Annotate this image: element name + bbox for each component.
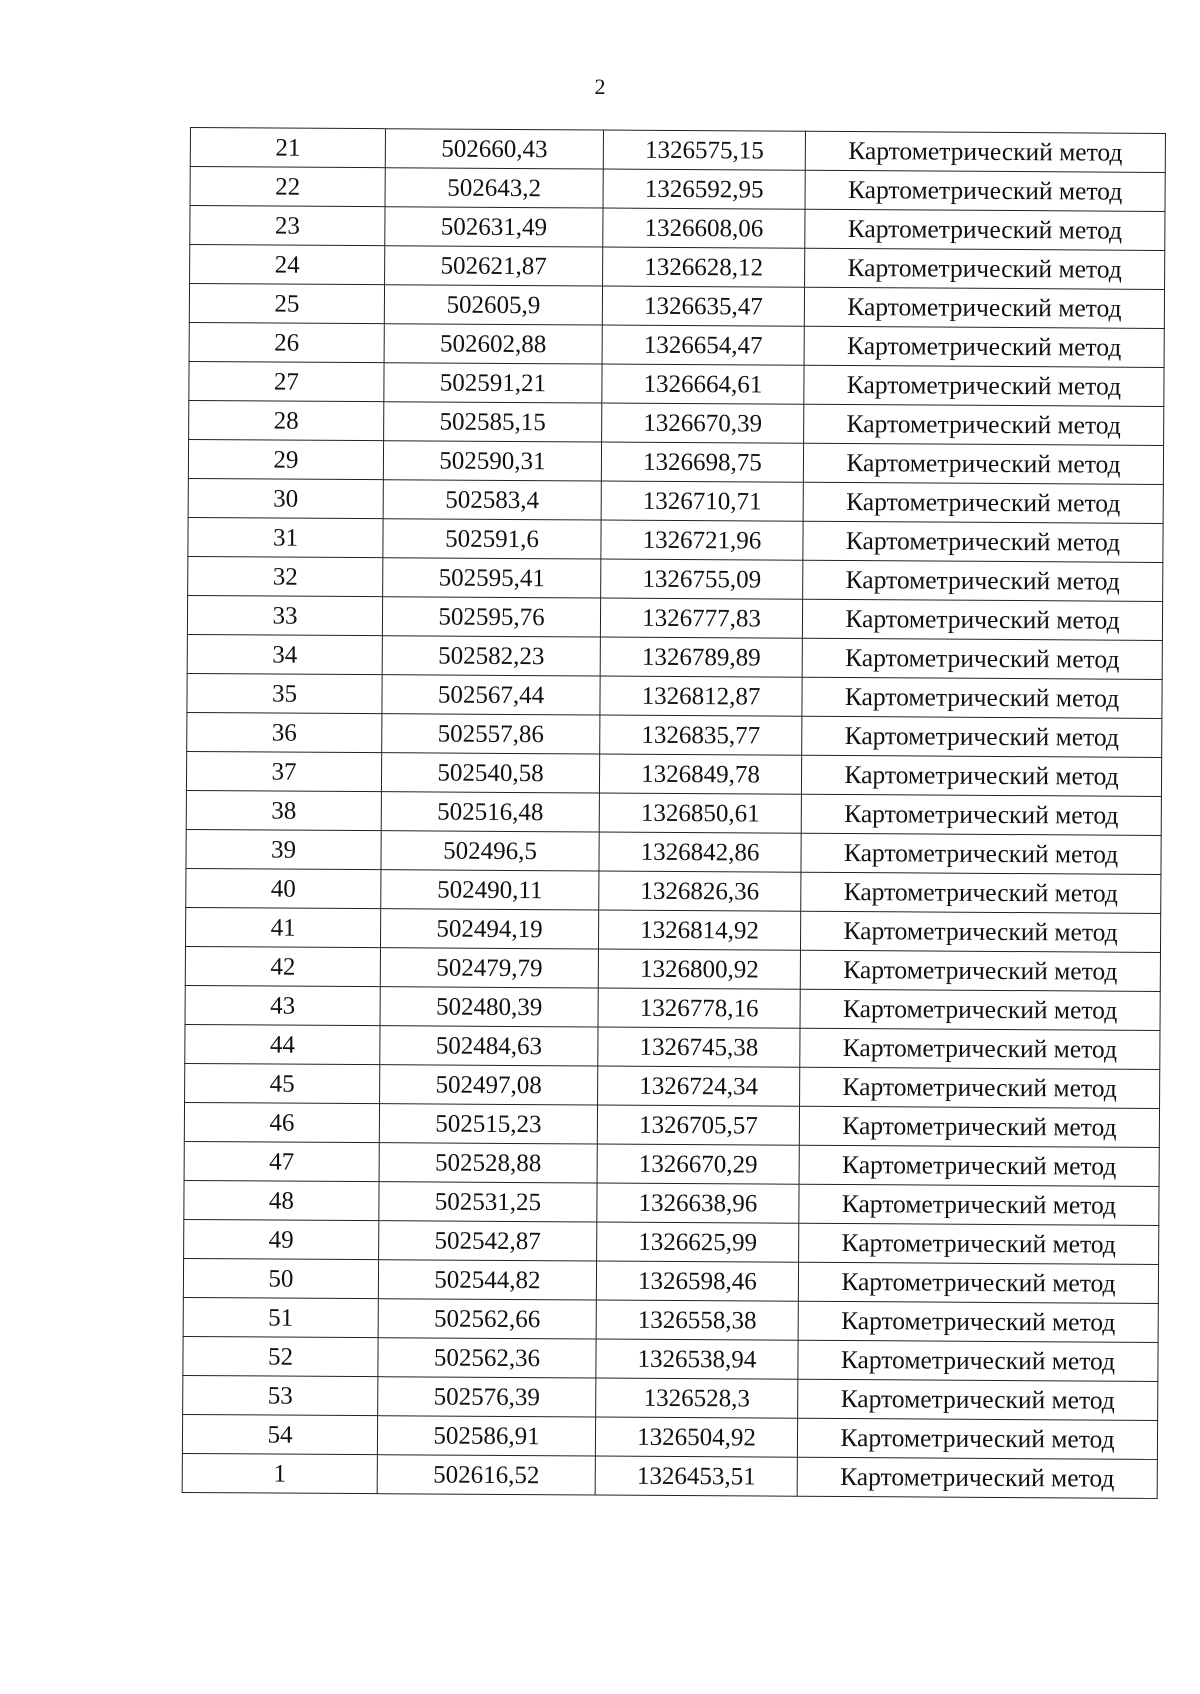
cell-method: Картометрический метод — [800, 911, 1160, 952]
table-row — [190, 206, 1165, 251]
cell-x-coordinate: 502494,19 — [380, 909, 598, 949]
cell-x-coordinate: 502516,48 — [381, 792, 599, 832]
cell-point-number: 23 — [190, 206, 385, 246]
coordinates-table-body — [182, 128, 1165, 1499]
cell-x-coordinate: 502595,76 — [382, 597, 600, 637]
cell-point-number: 53 — [183, 1375, 378, 1415]
cell-x-coordinate: 502531,25 — [379, 1182, 597, 1222]
cell-x-coordinate: 502582,23 — [382, 636, 600, 676]
cell-y-coordinate: 1326705,57 — [597, 1105, 799, 1145]
cell-point-number: 31 — [188, 517, 383, 557]
cell-point-number: 29 — [188, 439, 383, 479]
table-row — [187, 712, 1162, 757]
cell-y-coordinate: 1326670,29 — [597, 1144, 799, 1184]
cell-method: Картометрический метод — [798, 1340, 1158, 1381]
cell-y-coordinate: 1326745,38 — [598, 1027, 800, 1067]
cell-y-coordinate: 1326528,3 — [596, 1378, 798, 1418]
cell-method: Картометрический метод — [802, 599, 1162, 640]
table-row — [189, 284, 1164, 329]
cell-y-coordinate: 1326789,89 — [600, 637, 802, 677]
cell-x-coordinate: 502576,39 — [378, 1377, 596, 1417]
cell-method: Картометрический метод — [801, 833, 1161, 874]
cell-x-coordinate: 502562,36 — [378, 1338, 596, 1378]
cell-point-number: 50 — [183, 1258, 378, 1298]
cell-point-number: 21 — [190, 128, 385, 168]
cell-point-number: 45 — [185, 1063, 380, 1103]
cell-y-coordinate: 1326842,86 — [599, 832, 801, 872]
cell-method: Картометрический метод — [800, 989, 1160, 1030]
table-row — [190, 167, 1165, 212]
cell-y-coordinate: 1326814,92 — [598, 910, 800, 950]
cell-method: Картометрический метод — [797, 1457, 1157, 1498]
cell-method: Картометрический метод — [800, 1028, 1160, 1069]
cell-method: Картометрический метод — [805, 170, 1165, 211]
cell-x-coordinate: 502583,4 — [383, 480, 601, 520]
cell-x-coordinate: 502616,52 — [377, 1455, 595, 1495]
cell-x-coordinate: 502590,31 — [383, 441, 601, 481]
cell-point-number: 40 — [186, 868, 381, 908]
table-row — [187, 595, 1162, 640]
cell-method: Картометрический метод — [804, 404, 1164, 445]
cell-x-coordinate: 502540,58 — [381, 753, 599, 793]
cell-y-coordinate: 1326575,15 — [603, 130, 805, 170]
cell-point-number: 42 — [185, 946, 380, 986]
cell-y-coordinate: 1326849,78 — [599, 754, 801, 794]
cell-y-coordinate: 1326592,95 — [603, 169, 805, 209]
cell-y-coordinate: 1326628,12 — [603, 247, 805, 287]
cell-point-number: 37 — [186, 751, 381, 791]
cell-y-coordinate: 1326638,96 — [597, 1183, 799, 1223]
cell-y-coordinate: 1326698,75 — [601, 442, 803, 482]
cell-point-number: 41 — [185, 907, 380, 947]
table-row — [189, 400, 1164, 445]
table-row — [187, 634, 1162, 679]
cell-x-coordinate: 502479,79 — [380, 948, 598, 988]
table-row — [183, 1258, 1158, 1303]
cell-x-coordinate: 502631,49 — [385, 207, 603, 247]
coordinates-table — [182, 127, 1166, 1499]
table-row — [190, 128, 1165, 173]
table-row — [188, 517, 1163, 562]
cell-point-number: 34 — [187, 634, 382, 674]
cell-point-number: 49 — [184, 1219, 379, 1259]
table-row — [183, 1297, 1158, 1342]
page-number: 2 — [594, 74, 606, 99]
cell-point-number: 43 — [185, 985, 380, 1025]
cell-method: Картометрический метод — [802, 716, 1162, 757]
cell-y-coordinate: 1326724,34 — [598, 1066, 800, 1106]
cell-x-coordinate: 502562,66 — [378, 1299, 596, 1339]
cell-x-coordinate: 502567,44 — [382, 675, 600, 715]
cell-x-coordinate: 502621,87 — [385, 246, 603, 286]
cell-method: Картометрический метод — [802, 638, 1162, 679]
cell-y-coordinate: 1326664,61 — [602, 364, 804, 404]
cell-method: Картометрический метод — [805, 209, 1165, 250]
cell-x-coordinate: 502643,2 — [385, 168, 603, 208]
cell-method: Картометрический метод — [805, 131, 1165, 172]
cell-y-coordinate: 1326721,96 — [601, 520, 803, 560]
cell-method: Картометрический метод — [797, 1418, 1157, 1459]
cell-point-number: 54 — [182, 1414, 377, 1454]
cell-x-coordinate: 502595,41 — [383, 558, 601, 598]
cell-x-coordinate: 502542,87 — [379, 1221, 597, 1261]
cell-x-coordinate: 502515,23 — [379, 1104, 597, 1144]
cell-x-coordinate: 502557,86 — [382, 714, 600, 754]
cell-point-number: 22 — [190, 167, 385, 207]
cell-point-number: 38 — [186, 790, 381, 830]
cell-y-coordinate: 1326777,83 — [600, 598, 802, 638]
cell-method: Картометрический метод — [803, 560, 1163, 601]
cell-method: Картометрический метод — [804, 365, 1164, 406]
cell-point-number: 46 — [184, 1102, 379, 1142]
cell-method: Картометрический метод — [799, 1223, 1159, 1264]
cell-method: Картометрический метод — [803, 482, 1163, 523]
table-row — [185, 1024, 1160, 1069]
cell-point-number: 27 — [189, 361, 384, 401]
cell-y-coordinate: 1326850,61 — [599, 793, 801, 833]
table-row — [186, 751, 1161, 796]
cell-method: Картометрический метод — [801, 872, 1161, 913]
table-row — [185, 907, 1160, 952]
cell-method: Картометрический метод — [803, 443, 1163, 484]
cell-point-number: 25 — [189, 284, 384, 324]
cell-x-coordinate: 502660,43 — [385, 129, 603, 169]
cell-y-coordinate: 1326670,39 — [602, 403, 804, 443]
cell-method: Картометрический метод — [798, 1301, 1158, 1342]
cell-method: Картометрический метод — [802, 677, 1162, 718]
cell-point-number: 33 — [187, 595, 382, 635]
cell-x-coordinate: 502490,11 — [381, 870, 599, 910]
cell-y-coordinate: 1326778,16 — [598, 988, 800, 1028]
table-row — [187, 673, 1162, 718]
table-row — [188, 439, 1163, 484]
cell-x-coordinate: 502528,88 — [379, 1143, 597, 1183]
cell-y-coordinate: 1326538,94 — [596, 1339, 798, 1379]
cell-method: Картометрический метод — [804, 287, 1164, 328]
cell-point-number: 39 — [186, 829, 381, 869]
cell-method: Картометрический метод — [800, 1067, 1160, 1108]
table-row — [188, 478, 1163, 523]
cell-point-number: 28 — [189, 400, 384, 440]
cell-x-coordinate: 502602,88 — [384, 324, 602, 364]
table-row — [183, 1375, 1158, 1420]
cell-method: Картометрический метод — [798, 1262, 1158, 1303]
cell-point-number: 26 — [189, 322, 384, 362]
cell-point-number: 24 — [190, 245, 385, 285]
cell-x-coordinate: 502605,9 — [384, 285, 602, 325]
table-row — [184, 1180, 1159, 1225]
cell-method: Картометрический метод — [800, 950, 1160, 991]
cell-method: Картометрический метод — [804, 326, 1164, 367]
table-row — [183, 1336, 1158, 1381]
cell-x-coordinate: 502497,08 — [380, 1065, 598, 1105]
cell-point-number: 47 — [184, 1141, 379, 1181]
table-row — [186, 829, 1161, 874]
cell-point-number: 44 — [185, 1024, 380, 1064]
cell-y-coordinate: 1326835,77 — [600, 715, 802, 755]
cell-method: Картометрический метод — [799, 1106, 1159, 1147]
cell-y-coordinate: 1326453,51 — [595, 1456, 797, 1496]
table-row — [184, 1219, 1159, 1264]
cell-x-coordinate: 502591,21 — [384, 363, 602, 403]
cell-y-coordinate: 1326826,36 — [599, 871, 801, 911]
cell-x-coordinate: 502591,6 — [383, 519, 601, 559]
cell-method: Картометрический метод — [798, 1379, 1158, 1420]
cell-method: Картометрический метод — [801, 755, 1161, 796]
cell-x-coordinate: 502484,63 — [380, 1026, 598, 1066]
cell-y-coordinate: 1326558,38 — [596, 1300, 798, 1340]
cell-method: Картометрический метод — [803, 521, 1163, 562]
cell-point-number: 35 — [187, 673, 382, 713]
cell-x-coordinate: 502586,91 — [377, 1416, 595, 1456]
table-row — [189, 322, 1164, 367]
cell-y-coordinate: 1326635,47 — [602, 286, 804, 326]
cell-point-number: 36 — [187, 712, 382, 752]
cell-y-coordinate: 1326625,99 — [597, 1222, 799, 1262]
cell-y-coordinate: 1326812,87 — [600, 676, 802, 716]
table-row — [189, 361, 1164, 406]
cell-point-number: 52 — [183, 1336, 378, 1376]
table-row — [186, 790, 1161, 835]
table-row — [188, 556, 1163, 601]
table-row — [185, 1063, 1160, 1108]
cell-x-coordinate: 502544,82 — [378, 1260, 596, 1300]
cell-point-number: 1 — [182, 1453, 377, 1493]
table-row — [182, 1414, 1157, 1459]
cell-method: Картометрический метод — [799, 1184, 1159, 1225]
cell-point-number: 30 — [188, 478, 383, 518]
table-row — [182, 1453, 1157, 1498]
cell-y-coordinate: 1326654,47 — [602, 325, 804, 365]
cell-method: Картометрический метод — [801, 794, 1161, 835]
table-row — [185, 946, 1160, 991]
cell-y-coordinate: 1326504,92 — [595, 1417, 797, 1457]
cell-y-coordinate: 1326608,06 — [603, 208, 805, 248]
cell-point-number: 51 — [183, 1297, 378, 1337]
table-row — [184, 1141, 1159, 1186]
table-row — [184, 1102, 1159, 1147]
cell-y-coordinate: 1326755,09 — [601, 559, 803, 599]
cell-y-coordinate: 1326800,92 — [598, 949, 800, 989]
cell-point-number: 48 — [184, 1180, 379, 1220]
cell-method: Картометрический метод — [805, 248, 1165, 289]
cell-y-coordinate: 1326598,46 — [596, 1261, 798, 1301]
cell-x-coordinate: 502585,15 — [384, 402, 602, 442]
table-row — [190, 245, 1165, 290]
table-row — [186, 868, 1161, 913]
cell-x-coordinate: 502496,5 — [381, 831, 599, 871]
cell-method: Картометрический метод — [799, 1145, 1159, 1186]
table-row — [185, 985, 1160, 1030]
cell-point-number: 32 — [188, 556, 383, 596]
cell-x-coordinate: 502480,39 — [380, 987, 598, 1027]
cell-y-coordinate: 1326710,71 — [601, 481, 803, 521]
